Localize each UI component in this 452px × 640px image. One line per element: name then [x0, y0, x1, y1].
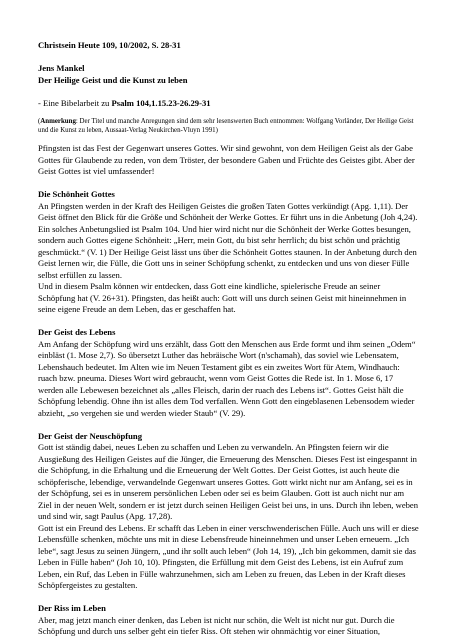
- section-paragraph: Aber, mag jetzt manch einer denken, das Leben ist nicht nur schön, die Welt ist nicht nur gut. Durch die Schöpfung und durch uns selber geht ein tiefer Riss. Oft stehen wir ohnmächtig vor einer Situation,: [38, 614, 395, 636]
- section-paragraph: Gott ist ständig dabei, neues Leben zu schaffen und Leben zu verwandeln. An Pfingsten feiern wir die Ausgießung des Heiligen Geistes auf die Jünger, die Erneuerung des Menschen. Dieses Fest ist eingespannt in die Schöpfung, in die Erhaltung und die Erneuerung der Welt Gottes. Der Geist Gottes, ist auch heute die schöpferische, lebendige, verwandelnde Gegenwart unseres Gottes. Gott wirkt nicht nur am Anfang, sei es in der Schöpfung, sei es in unserem persönlichen Leben oder sei es beim Glauben. Gott ist auch nicht nur am Ziel in der neuen Welt, sondern er ist jetzt durch seinen Heiligen Geist bei uns, in uns. Durch ihn leben, weben und sind wir, sagt Paulus (Apg. 17,28).: [38, 442, 419, 521]
- author-name: Jens Mankel: [38, 63, 85, 73]
- document-title: Der Heilige Geist und die Kunst zu leben: [38, 74, 188, 85]
- note-open: (: [38, 118, 41, 125]
- section-paragraph: Und in diesem Psalm können wir entdecken, dass Gott eine kindliche, spielerische Freude an seiner Schöpfung hat (V. 26+31). Pfingsten, das heißt auch: Gott will uns durch seinen Geist mit hineinnehmen in seine eigene Freude an dem Leben, das er geschaffen hat.: [38, 281, 407, 314]
- subtitle-reference: Psalm 104,1.15.23-26.29-31: [111, 97, 211, 108]
- source-note: [38, 117, 419, 135]
- section-heading: Der Riss im Leben: [38, 603, 106, 613]
- source-line: Christsein Heute 109, 10/2002, S. 28-31: [38, 40, 181, 50]
- document-subtitle: [38, 98, 419, 110]
- section-heading: Der Geist der Neuschöpfung: [38, 430, 143, 441]
- section-heading: Die Schönheit Gottes: [38, 189, 115, 199]
- section-heading: Der Geist des Lebens: [38, 327, 116, 337]
- section-paragraph: An Pfingsten werden in der Kraft des Heiligen Geistes die großen Taten Gottes verkündigt (Apg. 1,11). Der Geist öffnet den Blick für die Größe und Schönheit der Werke Gottes. Er führt uns in die Anbetung (Joh 4,24). Ein solches Anbetungslied ist Psalm 104. Und hier wird nicht nur die Schönheit der Werke Gottes besungen, sondern auch Gottes eigene Schönheit: „Herr, mein Gott, du bist sehr herrlich; du bist schön und prächtig geschmückt.“ (V. 1) Der Heilige Geist lässt uns über die Schönheit Gottes staunen. In der Anbetung durch den Geist lernen wir, die Fülle, die Gott uns in seiner Schöpfung schenkt, zu entdecken und uns von dieser Fülle selbst erfüllen zu lassen.: [38, 200, 418, 280]
- section-4: [38, 603, 419, 638]
- subtitle-prefix: - Eine Bibelarbeit zu: [38, 97, 112, 108]
- section-paragraph: Am Anfang der Schöpfung wird uns erzählt, dass Gott den Menschen aus Erde formt und ihm seinen „Odem“ einbläst (1. Mose 2,7). So übersetzt Luther das hebräische Wort (n'schamah), das soviel wie Lebensatem, Lebenshauch bedeutet. Im Alten wie im Neuen Testament gibt es ein zweites Wort für Atem, Windhauch: ruach bzw. pneuma. Dieses Wort wird gebraucht, wenn vom Geist Gottes die Rede ist. In 1. Mose 6, 17 werden alle Lebewesen bezeichnet als „alles Fleisch, darin der ruach des Lebens ist“. Gottes Geist hält die Schöpfung lebendig. Ohne ihn ist alles dem Tod verfallen. Wenn Gott den eingeblasenen Lebensodem wieder abzieht, „so vergehen sie und werden wieder Staub“ (V. 29).: [38, 338, 416, 418]
- section-paragraph: Gott ist ein Freund des Lebens. Er schafft das Leben in einer verschwenderischen Fülle. Auch uns will er diese Lebensfülle schenken, möchte uns mit in diese Lebensfreude hineinnehmen und unser Leben erneuern. „Ich lebe“, sagt Jesus zu seinen Jüngern, „und ihr sollt auch leben“ (Joh 14, 19), „Ich bin gekommen, damit sie das Leben in Fülle haben“ (Joh 10, 10). Pfingsten, die Erfüllung mit dem Geist des Lebens, ist ein Aufruf zum Leben, ein Ruf, das Leben in Fülle wahrzunehmen, sich am Leben zu freuen, das Leben in der Kraft dieses Schöpfergeistes zu gestalten.: [38, 522, 419, 590]
- note-label: Anmerkung: [40, 118, 76, 125]
- intro-paragraph: Pfingsten ist das Fest der Gegenwart unseres Gottes. Wir sind gewohnt, von dem Heiligen Geist als der Gabe Gottes für Glaubende zu reden, von dem Tröster, der besondere Gaben und Früchte des Geistes gibt. Aber der Geist Gottes ist viel umfassender!: [38, 143, 415, 176]
- note-text: : Der Titel und manche Anregungen sind dem sehr lesenswerten Buch entnommen: Wolfgang Vorländer, Der Heilige Geist und die Kunst zu leben, Aussaat-Verlag Neukirchen-Vluyn 1991): [38, 118, 414, 134]
- section-1: [38, 189, 419, 316]
- section-2: [38, 327, 419, 419]
- section-3: [38, 431, 419, 592]
